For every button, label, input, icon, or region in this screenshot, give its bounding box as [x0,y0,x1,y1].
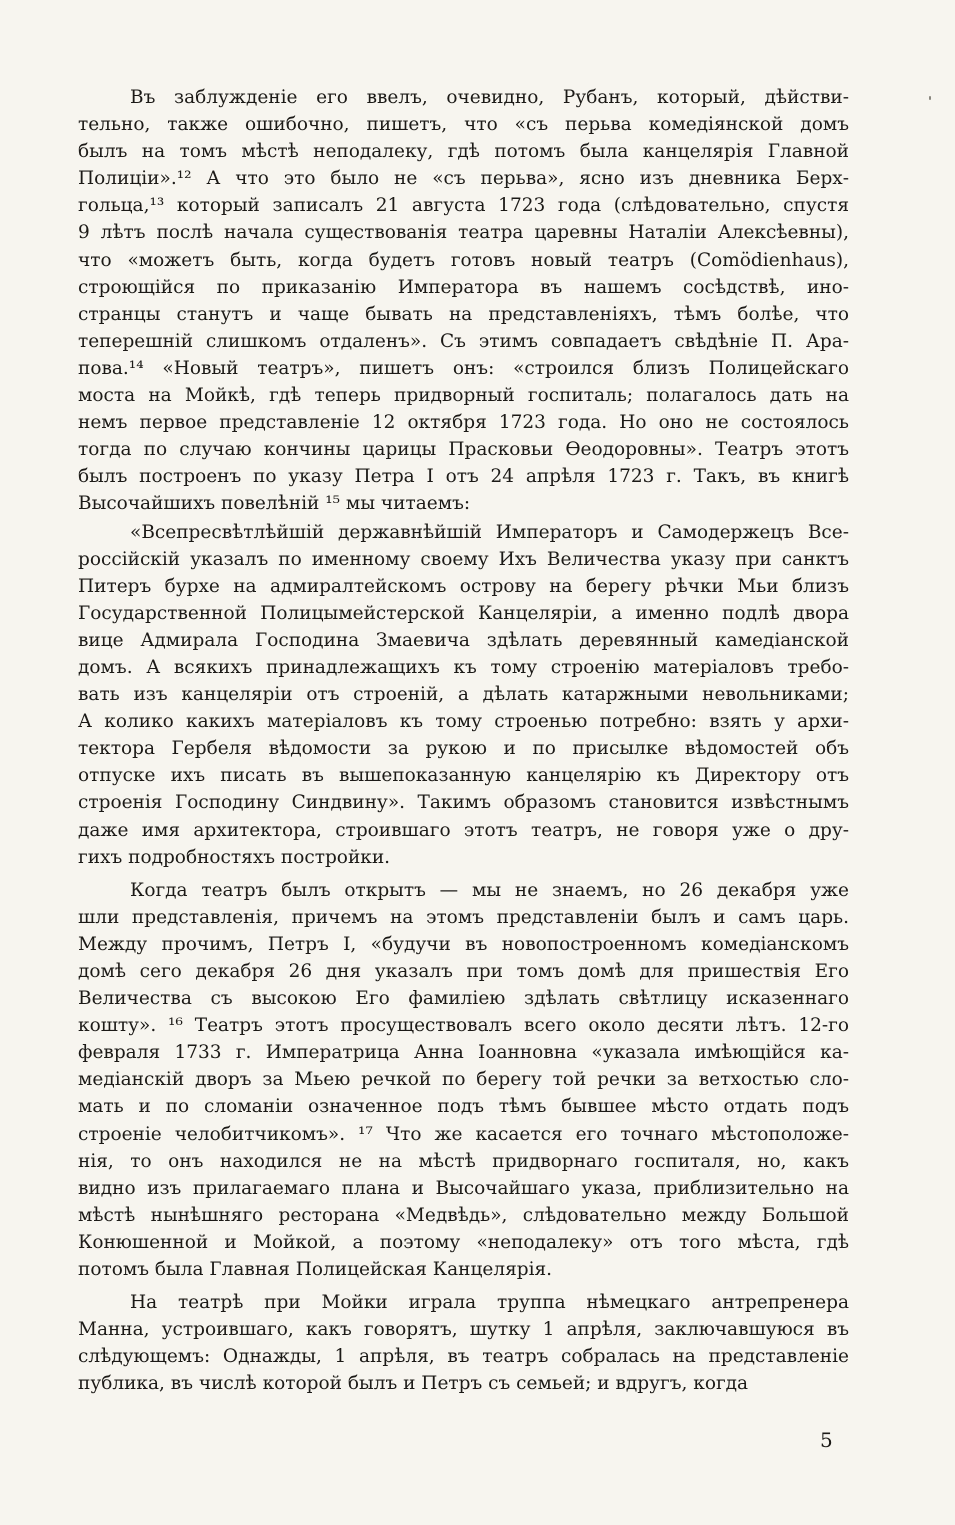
text-line: февраля 1733 г. Императрица Анна Іоанновна «указала имѣющійся ка- [78,1042,849,1064]
paragraph-theatre-opening [78,877,849,1283]
text-line: тельно, также ошибочно, пишетъ, что «съ перьва комедіянской домъ [78,114,849,136]
text-line: потомъ была Главная Полицейская Канцелярія. [78,1259,553,1281]
text-line: былъ на томъ мѣстѣ неподалеку, гдѣ потомъ была канцелярія Главной [78,141,849,163]
text-line: Когда театръ былъ открытъ — мы не знаемъ, но 26 декабря уже [130,879,849,901]
text-line: медіанскій дворъ за Мьею речкой по берегу той речки за ветхостью сло- [78,1069,849,1091]
text-line: тектора Гербеля вѣдомости за рукою и по присылке вѣдомостей объ [78,738,849,760]
text-line: мѣстѣ нынѣшняго ресторана «Медвѣдь», слѣдовательно между Большой [78,1204,849,1226]
text-line: кошту». ¹⁶ Театръ этотъ просуществовалъ всего около десяти лѣтъ. 12-го [78,1015,849,1037]
page-body [78,84,849,1398]
text-line: странцы станутъ и чаще бывать на представленіяхъ, тѣмъ болѣе, что [78,303,849,325]
text-line: А колико какихъ матеріаловъ къ тому строенью потребно: взять у архи- [78,711,849,733]
paper-speck [929,96,931,100]
text-line: вать изъ канцеляріи отъ строеній, а дѣлать катаржными невольниками; [78,684,849,706]
text-line: слѣдующемъ: Однажды, 1 апрѣля, въ театръ собралась на представленіе [78,1346,849,1368]
text-line: строеніе челобитчикомъ». ¹⁷ Что же касается его точнаго мѣстоположе- [78,1123,849,1145]
text-line: гольца,¹³ который записалъ 21 августа 1723 года (слѣдовательно, спустя [78,195,849,217]
text-line: Государственной Полицымейстерской Канцеляріи, а именно подлѣ двора [78,602,849,624]
text-line: домѣ сего декабря 26 дня указалъ при томъ домѣ для пришествія Его [78,961,849,982]
page-number: 5 [820,1428,833,1452]
text-line: отпуске ихъ писать въ вышепоказанную канцелярію къ Директору отъ [78,765,849,787]
paragraph-berkholz-diary [78,84,849,518]
text-line: «Всепресвѣтлѣйшій державнѣйшій Императоръ и Самодержецъ Все- [130,521,849,543]
text-line: публика, въ числѣ которой былъ и Петръ съ семьей; и вдругъ, когда [78,1373,749,1395]
paragraph-mann-troupe [78,1289,849,1397]
text-line: Манна, устроившаго, какъ говорятъ, шутку 1 апрѣля, заключавшуюся въ [78,1319,849,1341]
text-line: вице Адмирала Господина Змаевича здѣлать деревянный камедіанской [78,629,849,651]
text-line: 9 лѣтъ послѣ начала существованія театра царевны Наталіи Алексѣевны), [78,222,849,244]
text-line: мать и по сломаніи означенное подъ тѣмъ бывшее мѣсто отдать подъ [78,1096,849,1118]
text-line: домъ. А всякихъ принадлежащихъ къ тому строенію матеріаловъ требо- [78,656,849,678]
text-line: шли представленія, причемъ на этомъ представленіи былъ и самъ царь. [78,906,849,928]
text-line: строенія Господину Синдвину». Такимъ образомъ становится извѣстнымъ [78,792,849,814]
text-line: россійскій указалъ по именному своему Ихъ Величества указу при санктъ [78,548,849,570]
text-line: тогда по случаю кончины царицы Прасковьи Өеодоровны». Театръ этотъ [78,439,849,461]
text-line: Питеръ бурхе на адмиралтейскомъ острову на берегу рѣчки Мьи близъ [78,575,849,597]
text-line: былъ построенъ по указу Петра I отъ 24 апрѣля 1723 г. Такъ, въ книгѣ [78,466,849,488]
text-line: Полиціи».¹² А что это было не «съ перьва», ясно изъ дневника Берх- [78,168,849,190]
text-line: даже имя архитектора, строившаго этотъ театръ, не говоря уже о дру- [78,819,849,841]
text-line: видно изъ прилагаемаго плана и Высочайшаго указа, приблизительно на [78,1177,849,1199]
text-line: строющійся по приказанію Императора въ нашемъ сосѣдствѣ, ино- [78,276,849,298]
text-line: На театрѣ при Мойки играла труппа нѣмецкаго антрепренера [130,1292,849,1314]
text-line: немъ первое представленіе 12 октября 1723 года. Но оно не состоялось [78,412,849,434]
text-line: Величества съ высокою Его фамиліею здѣлать свѣтлицу исказеннаго [78,988,849,1010]
text-line: Конюшенной и Мойкой, а поэтому «неподалеку» отъ того мѣста, гдѣ [78,1231,849,1253]
text-line: теперешній слишкомъ отдаленъ». Съ этимъ совпадаетъ свѣдѣніе П. Ара- [78,330,849,352]
text-line: Между прочимъ, Петръ I, «будучи въ новопостроенномъ комедіанскомъ [78,933,849,955]
text-line: моста на Мойкѣ, гдѣ теперь придворный госпиталь; полагалось дать на [78,385,849,407]
text-line: нія, то онъ находился не на мѣстѣ придворнаго госпиталя, но, какъ [78,1150,849,1172]
text-line: гихъ подробностяхъ постройки. [78,846,391,868]
text-line: Въ заблужденіе его ввелъ, очевидно, Рубанъ, который, дѣйстви- [130,87,849,108]
text-line: что «можетъ быть, когда будетъ готовъ новый театръ (Comödienhaus), [78,249,849,271]
paragraph-imperial-decree-quote [78,519,849,871]
text-line: пова.¹⁴ «Новый театръ», пишетъ онъ: «строился близъ Полицейскаго [78,357,849,379]
text-line: Высочайшихъ повелѣній ¹⁵ мы читаемъ: [78,493,471,515]
